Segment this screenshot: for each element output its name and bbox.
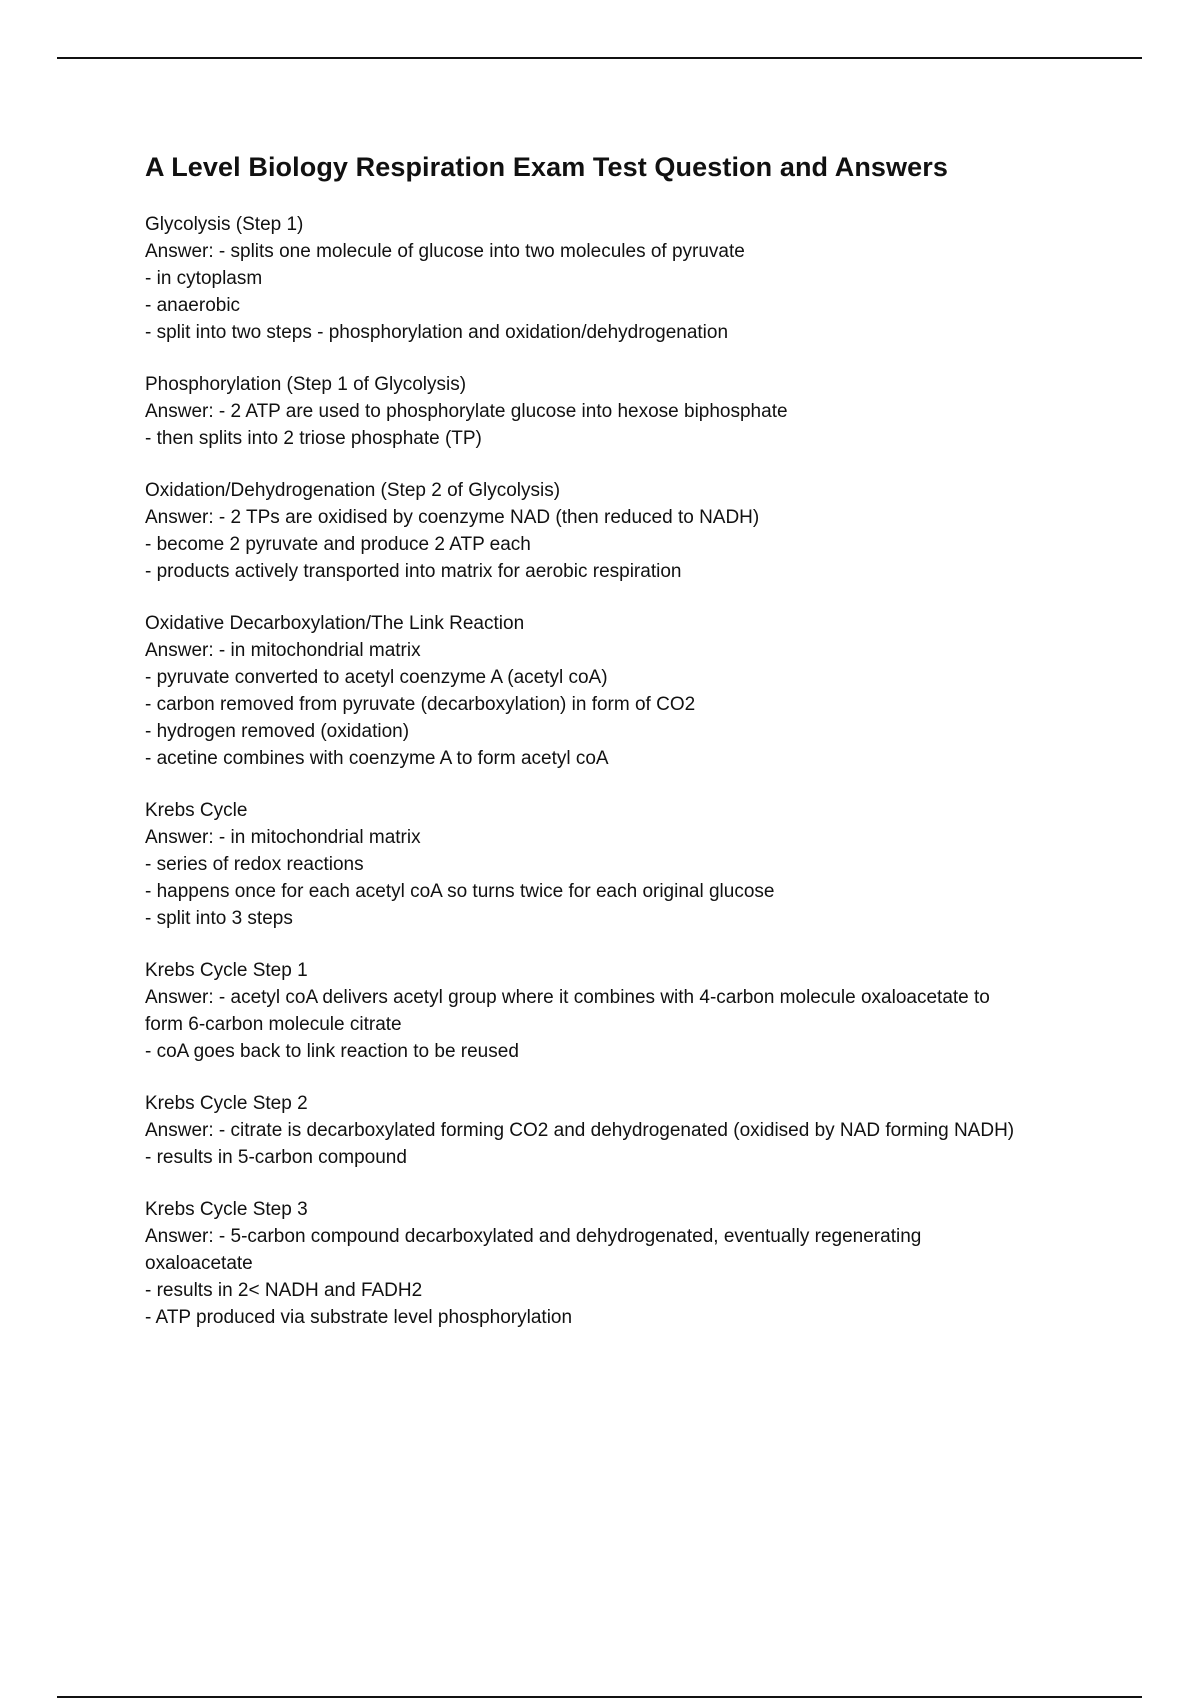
document-body bbox=[145, 150, 1085, 1356]
qa-item bbox=[145, 371, 1085, 452]
top-divider bbox=[57, 57, 1142, 59]
qa-item bbox=[145, 1196, 1085, 1331]
answer-line: - anaerobic bbox=[145, 295, 241, 316]
answer-line: - hydrogen removed (oxidation) bbox=[145, 721, 410, 742]
question-heading: Oxidation/Dehydrogenation (Step 2 of Glycolysis) bbox=[145, 480, 561, 501]
answer-line: - ATP produced via substrate level phosphorylation bbox=[145, 1307, 573, 1328]
question-heading: Oxidative Decarboxylation/The Link Reaction bbox=[145, 613, 525, 634]
answer-line: Answer: - 2 TPs are oxidised by coenzyme NAD (then reduced to NADH) bbox=[145, 507, 760, 528]
answer-line: - split into 3 steps bbox=[145, 908, 293, 929]
answer-line: Answer: - splits one molecule of glucose into two molecules of pyruvate bbox=[145, 241, 745, 262]
question-heading: Glycolysis (Step 1) bbox=[145, 214, 304, 235]
answer-line: Answer: - in mitochondrial matrix bbox=[145, 640, 421, 661]
answer-line: Answer: - in mitochondrial matrix bbox=[145, 827, 421, 848]
question-heading: Krebs Cycle Step 2 bbox=[145, 1093, 308, 1114]
answer-line: Answer: - 5-carbon compound decarboxylated and dehydrogenated, eventually regenerating bbox=[145, 1226, 922, 1247]
question-heading: Krebs Cycle Step 3 bbox=[145, 1199, 308, 1220]
answer-line: - acetine combines with coenzyme A to form acetyl coA bbox=[145, 748, 609, 769]
answer-line: Answer: - 2 ATP are used to phosphorylate glucose into hexose biphosphate bbox=[145, 401, 788, 422]
question-heading: Krebs Cycle Step 1 bbox=[145, 960, 308, 981]
answer-line: - pyruvate converted to acetyl coenzyme A (acetyl coA) bbox=[145, 667, 608, 688]
answer-line: - become 2 pyruvate and produce 2 ATP each bbox=[145, 534, 531, 555]
answer-line: - then splits into 2 triose phosphate (TP) bbox=[145, 428, 482, 449]
qa-item bbox=[145, 211, 1085, 346]
qa-item bbox=[145, 477, 1085, 585]
answer-line: Answer: - citrate is decarboxylated forming CO2 and dehydrogenated (oxidised by NAD forming NADH) bbox=[145, 1120, 1015, 1141]
question-heading: Krebs Cycle bbox=[145, 800, 248, 821]
answer-line: - coA goes back to link reaction to be reused bbox=[145, 1041, 519, 1062]
answer-line: - results in 2< NADH and FADH2 bbox=[145, 1280, 423, 1301]
qa-item bbox=[145, 610, 1085, 772]
qa-item bbox=[145, 797, 1085, 932]
answer-line: Answer: - acetyl coA delivers acetyl group where it combines with 4-carbon molecule oxaloacetate to bbox=[145, 987, 990, 1008]
answer-line: - results in 5-carbon compound bbox=[145, 1147, 407, 1168]
qa-item bbox=[145, 957, 1085, 1065]
answer-line: oxaloacetate bbox=[145, 1253, 253, 1274]
answer-line: - split into two steps - phosphorylation and oxidation/dehydrogenation bbox=[145, 322, 729, 343]
answer-line: - carbon removed from pyruvate (decarboxylation) in form of CO2 bbox=[145, 694, 696, 715]
document-title: A Level Biology Respiration Exam Test Question and Answers bbox=[145, 152, 948, 182]
answer-line: form 6-carbon molecule citrate bbox=[145, 1014, 402, 1035]
question-heading: Phosphorylation (Step 1 of Glycolysis) bbox=[145, 374, 467, 395]
answer-line: - products actively transported into matrix for aerobic respiration bbox=[145, 561, 682, 582]
bottom-divider bbox=[57, 1696, 1142, 1698]
answer-line: - series of redox reactions bbox=[145, 854, 364, 875]
qa-list bbox=[145, 211, 1085, 1331]
qa-item bbox=[145, 1090, 1085, 1171]
answer-line: - in cytoplasm bbox=[145, 268, 263, 289]
answer-line: - happens once for each acetyl coA so turns twice for each original glucose bbox=[145, 881, 775, 902]
